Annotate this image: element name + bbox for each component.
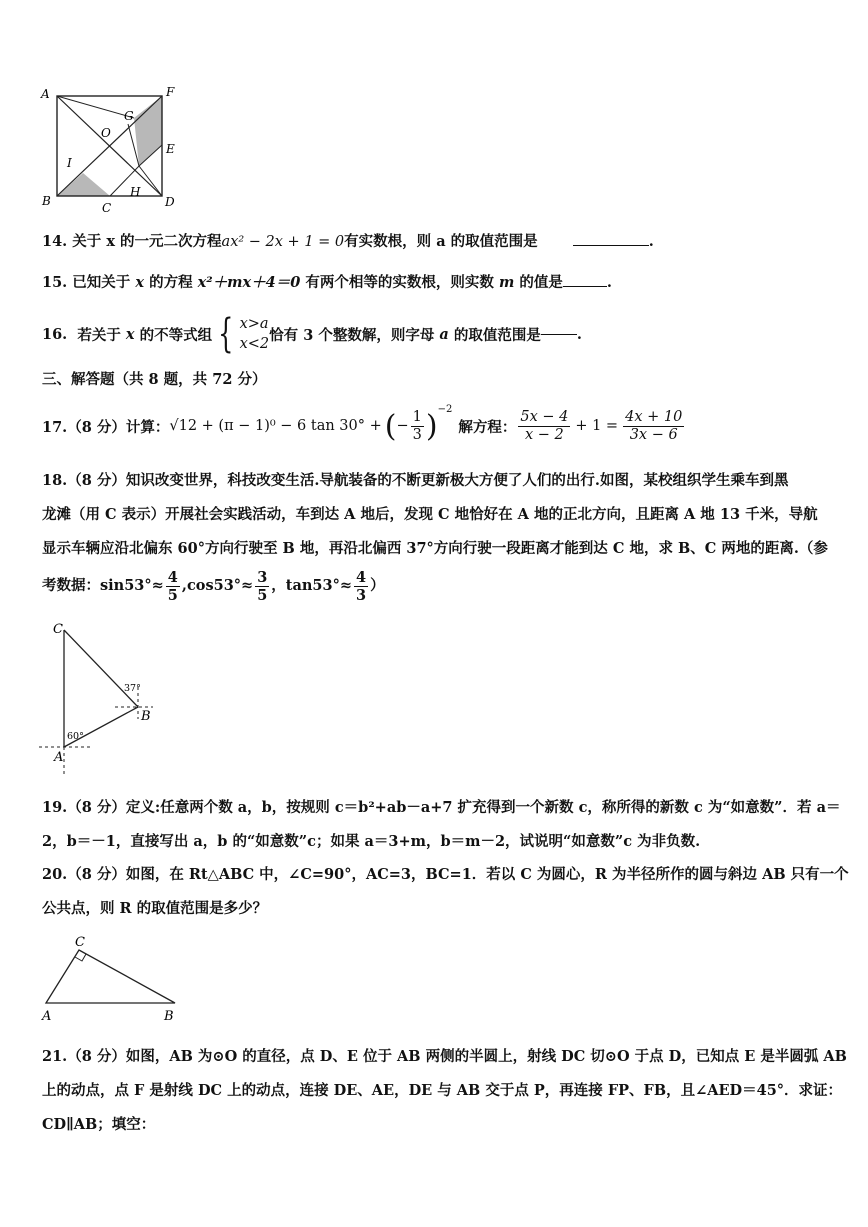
section-heading: 三、解答题（共 8 题，共 72 分） (42, 371, 267, 388)
answer-blank-16[interactable] (541, 334, 577, 335)
label-g: G (124, 109, 134, 123)
label-c: C (102, 201, 112, 214)
label-h: H (130, 185, 141, 199)
angle-60: 60° (67, 731, 84, 742)
label-f: F (166, 85, 175, 99)
shaded-triangle-bic (57, 173, 110, 196)
label-a: A (42, 1009, 52, 1024)
question-21: 21.（8 分）如图，AB 为⊙O 的直径，点 D、E 位于 AB 两侧的半圆上，射线 DC 切⊙O 于点 D，已知点 E 是半圆弧 AB 上的动点，点 F 是射线 DC 上的动点，连接 DE、AE，DE 与 AB 交于点 P，再连接 FP、FB，且∠AED＝45°．求证： CD∥AB；填空： (42, 1048, 847, 1133)
q14-formula: ax² − 2x + 1 = 0 (221, 234, 345, 250)
label-d: D (165, 195, 175, 209)
question-19: 19.（8 分）定义:任意两个数 a，b，按规则 c＝b²+ab－a+7 扩充得到一个新数 c，称所得的新数 c 为“如意数”．若 a＝ 2，b＝－1，直接写出 a，b 的“如意数”c；如果 a＝3+m，b＝m－2，试说明“如意数”c 为非负数. (42, 799, 841, 850)
right-triangle-figure (36, 930, 186, 1025)
question-16: 16. 若关于 x 的不等式组 { x>a x<2 恰有 3 个整数解，则字母 a 的取值范围是 . (42, 311, 582, 357)
q15-formula: x²＋mx＋4＝0 (197, 274, 301, 291)
equation-rhs-fraction: $\frac{4x + 10}{3x - 6}$ (625, 408, 683, 443)
shaded-quad-gfeh (134, 96, 162, 166)
label-a: A (54, 750, 64, 765)
question-14: 14. 关于 x 的一元二次方程ax² − 2x + 1 = 0有实数根，则 a 的取值范围是 . (42, 233, 654, 250)
question-17: 17.（8 分） 计算： √12 + (π − 1)⁰ − 6 tan 30° + ( − $\frac{1}{3}$ ) −2 解方程： $\frac{5x - 4}{x - 2}$ + 1 = $\frac{4x + 10}{3x - 6}$ (42, 404, 683, 444)
right-angle-mark (75, 950, 86, 961)
question-15: 15. 已知关于 x 的方程 x²＋mx＋4＝0 有两个相等的实数根，则实数 m 的值是 . (42, 274, 612, 291)
label-b: B (164, 1009, 174, 1024)
label-e: E (166, 142, 175, 156)
brace: { (218, 311, 234, 357)
q17-expr: √12 + (π − 1)⁰ − 6 tan 30° + (169, 418, 382, 434)
inequality-system: x>a x<2 (239, 316, 270, 352)
navigation-figure (35, 615, 170, 780)
question-20: 20.（8 分）如图，在 Rt△ABC 中，∠C=90°，AC=3，BC=1．若以 C 为圆心，R 为半径所作的圆与斜边 AB 只有一个 公共点，则 R 的取值范围是多少？ (42, 866, 849, 917)
label-a: A (41, 87, 50, 101)
label-o: O (101, 126, 111, 140)
answer-blank-15[interactable] (563, 286, 607, 287)
answer-blank-14[interactable] (573, 245, 649, 246)
question-18: 18.（8 分）知识改变世界，科技改变生活.导航装备的不断更新极大方便了人们的出行.如图，某校组织学生乘车到黑 龙滩（用 C 表示）开展社会实践活动，车到达 A 地后，发现 C 地恰好在 A 地的正北方向，且距离 A 地 13 千米，导航 显示车辆应沿北偏东 60°方向行驶至 B 地，再沿北偏西 37°方向行驶一段距离才能到达 C 地，求 B、C 两地的距离.（参 考数据：sin53°≈ $\frac{4}{5}$ ,cos53°≈ $\frac{3}{5}$ ，tan53°≈ $\frac{4}{3}$ ） (42, 472, 828, 604)
square-figure (38, 84, 188, 214)
fraction-one-third: $\frac{1}{3}$ (412, 408, 422, 443)
label-b: B (42, 194, 51, 208)
label-c: C (75, 935, 85, 950)
label-i: I (67, 156, 72, 170)
label-b: B (141, 709, 151, 724)
equation-lhs-fraction: $\frac{5x - 4}{x - 2}$ (520, 408, 569, 443)
label-c: C (53, 622, 63, 637)
angle-37: 37° (124, 683, 141, 694)
